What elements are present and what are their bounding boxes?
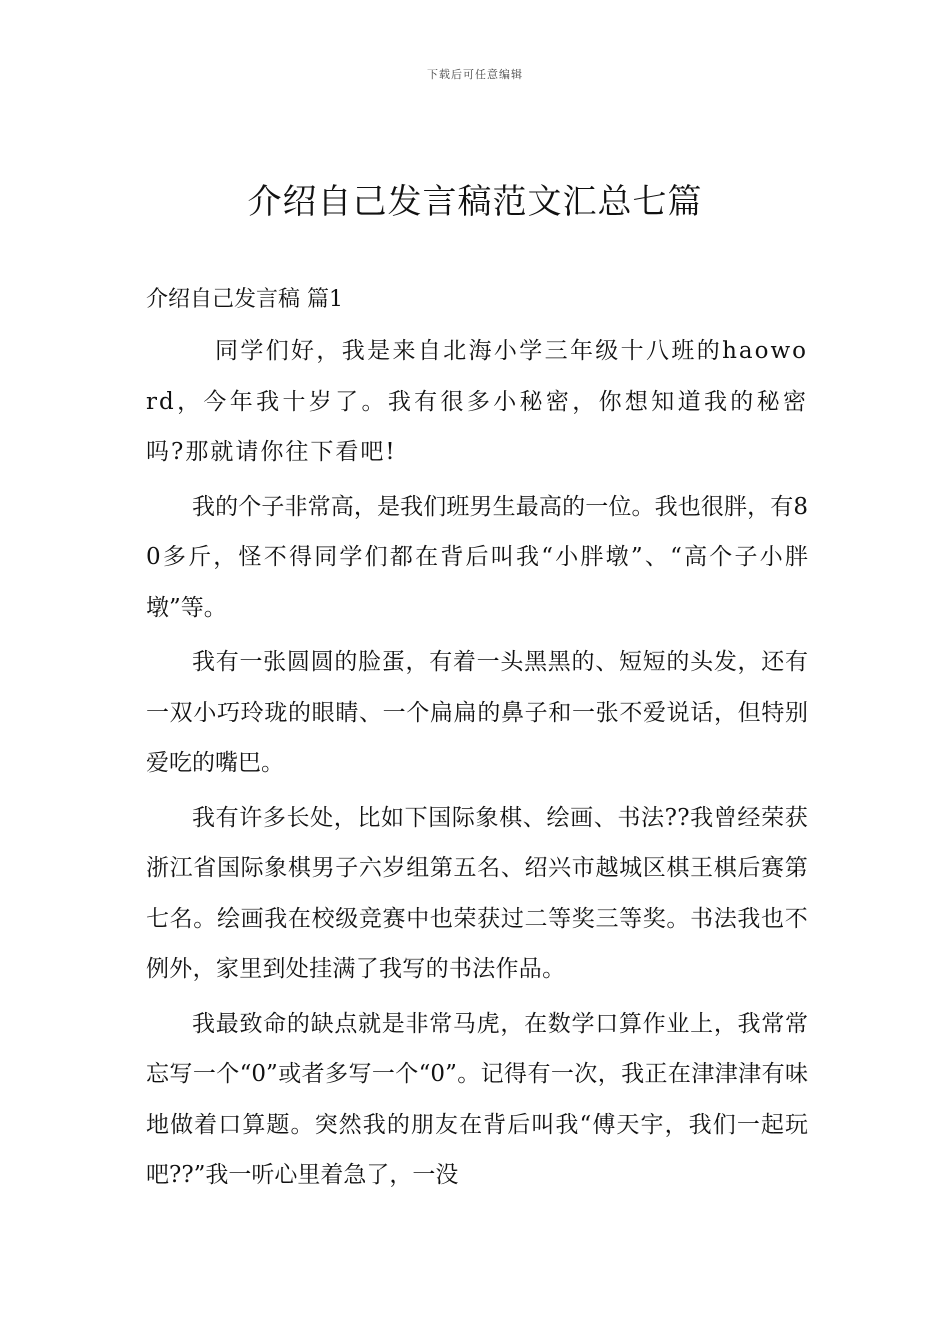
document-title: 介绍自己发言稿范文汇总七篇 [247, 182, 703, 222]
section-heading: 介绍自己发言稿 篇1 [146, 287, 343, 312]
paragraph-2: 我的个子非常高，是我们班男生最高的一位。我也很胖，有80多斤，怪不得同学们都在背后叫我“小胖墩”、“高个子小胖墩”等。 [146, 493, 808, 621]
paragraph-5: 我最致命的缺点就是非常马虎，在数学口算作业上，我常常忘写一个“0”或者多写一个“0”。记得有一次，我正在津津津有味地做着口算题。突然我的朋友在背后叫我“傅天宇，我们一起玩吧??”我一听心里着急了，一没 [146, 1010, 808, 1188]
paragraph-1: 同学们好，我是来自北海小学三年级十八班的haoword，今年我十岁了。我有很多小秘密，你想知道我的秘密吗?那就请你往下看吧! [146, 338, 808, 465]
header-note: 下载后可任意编辑 [427, 68, 523, 81]
document-body [146, 326, 808, 1205]
paragraph-4: 我有许多长处，比如下国际象棋、绘画、书法??我曾经荣获浙江省国际象棋男子六岁组第五名、绍兴市越城区棋王棋后赛第七名。绘画我在校级竞赛中也荣获过二等奖三等奖。书法我也不例外，家里到处挂满了我写的书法作品。 [146, 804, 808, 982]
paragraph-3: 我有一张圆圆的脸蛋，有着一头黑黑的、短短的头发，还有一双小巧玲珑的眼睛、一个扁扁的鼻子和一张不爱说话，但特别爱吃的嘴巴。 [146, 649, 808, 776]
